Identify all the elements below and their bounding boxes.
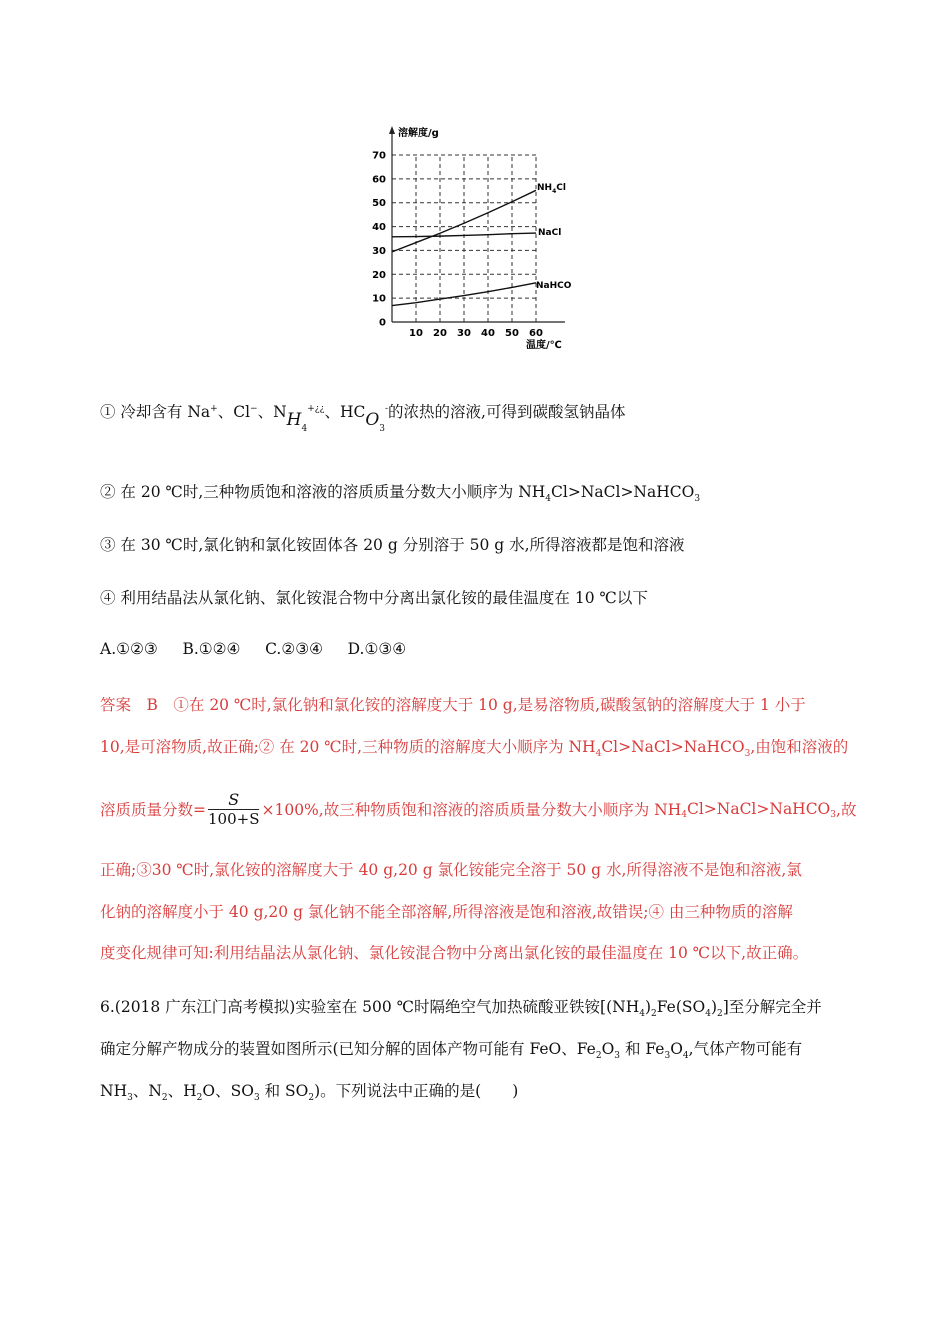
statement-1: ① 冷却含有 Na+、Cl−、$NH_4^{+¿¿}$、$HCO_3^-$的浓热的溶液,可得到碳酸氢钠晶体 <box>100 403 626 435</box>
y-axis-arrow <box>389 126 395 134</box>
answer-line-4: 正确;③30 ℃时,氯化铵的溶解度大于 40 g,20 g 氯化铵能完全溶于 50 g 水,所得溶液不是饱和溶液,氯 <box>100 861 802 879</box>
answer-line-6: 度变化规律可知:利用结晶法从氯化钠、氯化铵混合物中分离出氯化铵的最佳温度在 10 ℃以下,故正确。 <box>100 944 809 962</box>
x-tick-60: 60 <box>529 328 543 339</box>
mass-fraction-formula: $\frac{S}{100+S}$ <box>208 790 260 828</box>
answer-line-5: 化钠的溶解度小于 40 g,20 g 氯化钠不能全部溶解,所得溶液是饱和溶液,故错误;④ 由三种物质的溶解 <box>100 903 793 921</box>
x-tick-40: 40 <box>481 328 495 339</box>
y-tick-0: 0 <box>379 317 386 329</box>
y-tick-10: 10 <box>372 293 386 305</box>
answer-line-1: 答案 B ①在 20 ℃时,氯化钠和氯化铵的溶解度大于 10 g,是易溶物质,碳酸氢钠的溶解度大于 1 小于 <box>100 696 806 714</box>
x-tick-30: 30 <box>457 328 471 339</box>
answer-line-3: 溶质质量分数= $\frac{S}{100+S}$ ×100%,故三种物质饱和溶液的溶质质量分数大小顺序为 $NH_4Cl>NaCl>NaHCO_3$,故 <box>100 790 857 828</box>
question-6-line-3: $NH_3$、$N_2$、$H_2O$、$SO_3$ 和 $SO_2$)。下列说法中正确的是( ) <box>100 1082 519 1104</box>
statement-4: ④ 利用结晶法从氯化钠、氯化铵混合物中分离出氯化铵的最佳温度在 10 ℃以下 <box>100 589 648 607</box>
y-tick-40: 40 <box>372 222 386 234</box>
series-label-nacl: NaCl <box>538 228 562 238</box>
x-tick-10: 10 <box>409 328 423 339</box>
y-tick-30: 30 <box>372 245 386 257</box>
series-label-nahco3: NaHCO <box>536 281 572 291</box>
series-label-nh4cl: $NH_4Cl$ <box>537 183 566 195</box>
question-6-line-1: 6.(2018 广东江门高考模拟)实验室在 500 ℃时隔绝空气加热硫酸亚铁铵$[(NH_4)_2Fe(SO_4)_2]$至分解完全并 <box>100 998 822 1020</box>
statement-3: ③ 在 30 ℃时,氯化钠和氯化铵固体各 20 g 分别溶于 50 g 水,所得溶液都是饱和溶液 <box>100 536 685 554</box>
x-axis-title: 温度/℃ <box>526 340 562 351</box>
x-tick-labels <box>409 328 543 339</box>
answer-options: A.①②③ B.①②④ C.②③④ D.①③④ <box>100 640 407 658</box>
x-tick-20: 20 <box>433 328 447 339</box>
answer-line-2: 10,是可溶物质,故正确;② 在 20 ℃时,三种物质的溶解度大小顺序为 $NH_4Cl>NaCl>NaHCO_3$,由饱和溶液的 <box>100 738 849 760</box>
question-6-line-2: 确定分解产物成分的装置如图所示(已知分解的固体产物可能有 FeO、$Fe_2O_3$ 和 $Fe_3O_4$,气体产物可能有 <box>100 1040 803 1062</box>
y-axis-title: 溶解度/g <box>398 128 439 139</box>
y-tick-labels <box>372 151 386 329</box>
y-tick-70: 70 <box>372 150 386 162</box>
y-tick-20: 20 <box>372 269 386 281</box>
y-tick-50: 50 <box>372 198 386 210</box>
x-tick-50: 50 <box>505 328 519 339</box>
statement-2: ② 在 20 ℃时,三种物质饱和溶液的溶质质量分数大小顺序为 $NH_4Cl>NaCl>NaHCO_3$ <box>100 483 701 505</box>
y-tick-60: 60 <box>372 174 386 186</box>
solubility-chart <box>340 122 600 357</box>
chart-grid <box>392 155 536 322</box>
